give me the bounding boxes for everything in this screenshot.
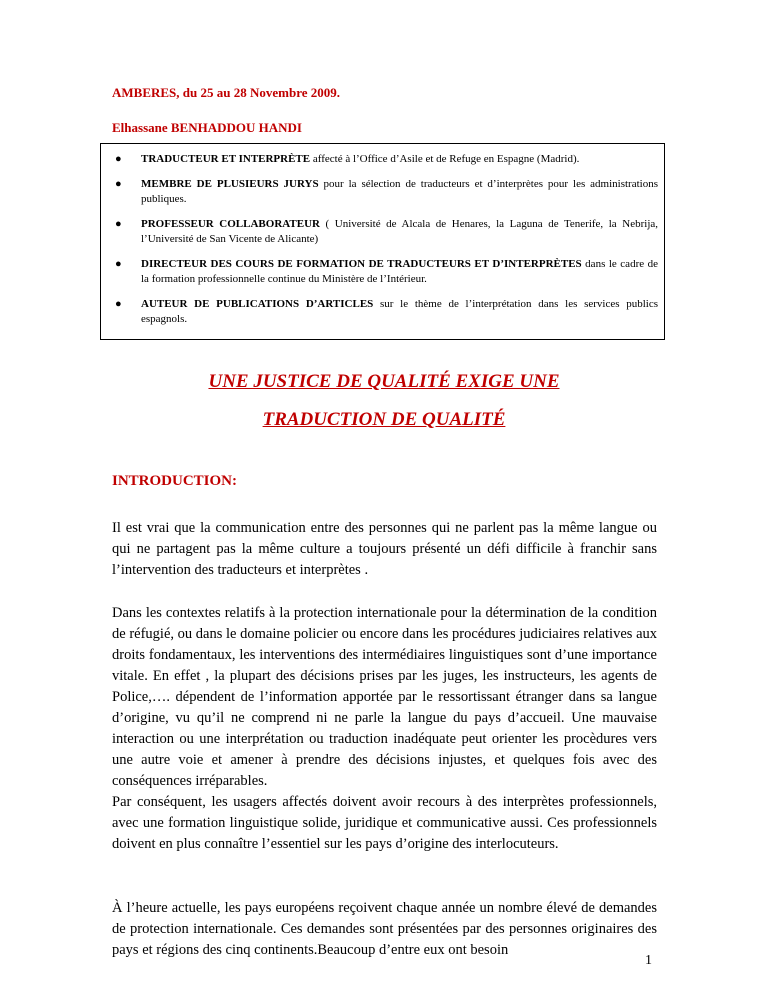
role-title: AUTEUR DE PUBLICATIONS D’ARTICLES [141, 298, 374, 310]
body-paragraph: Il est vrai que la communication entre des personnes qui ne parlent pas la même langue ou qui ne partagent pas la même culture a toujours présenté un défi difficile à franchir sans l’intervention des traducteurs et interprètes . [112, 519, 657, 578]
body-paragraph: À l’heure actuelle, les pays européens reçoivent chaque année un nombre élevé de demandes de protection internationale. Ces demandes sont présentées par des personnes originaires des pays et régions des cinq continents.Beaucoup d’entre eux ont besoin [112, 899, 657, 958]
role-title: DIRECTEUR DES COURS DE FORMATION DE TRADUCTEURS ET D’INTERPRÈTES [141, 258, 582, 270]
role-text [141, 217, 658, 247]
page-number: 1 [645, 953, 652, 968]
section-heading: INTRODUCTION: [112, 473, 238, 489]
role-title: PROFESSEUR COLLABORATEUR [141, 218, 320, 230]
document-title-line2: TRADUCTION DE QUALITÉ [262, 409, 506, 430]
role-text [141, 177, 658, 207]
body-paragraph: Dans les contextes relatifs à la protection internationale pour la détermination de la condition de réfugié, ou dans le domaine policier ou encore dans les procédures judiciaires relatives aux droits fondamentaux, les interventions des intermédiaires linguistiques sont d’une importance vitale. En effet , la plupart des décisions prises par les juges, les instructeurs, les agents de Police,…. dépendent de l’information apportée par le ressortissant étranger dans sa langue d’origine, vu qu’il ne comprend ni ne parle la langue du pays d’accueil. Une mauvaise interaction ou une interprétation ou traduction inadéquate peut orienter les procèdures vers une autre voie et amener à prendre des décisions injustes, et quelques fois avec des conséquences irréparables. [112, 604, 657, 789]
author-roles-box [100, 143, 665, 340]
role-description: ( Université de Alcala de Henares, la Laguna de Tenerife, la Nebrija, l’Université de San Vicente de Alicante) [141, 218, 659, 245]
bullet-icon: ● [115, 298, 122, 310]
event-date-line: AMBERES, du 25 au 28 Novembre 2009. [112, 85, 341, 100]
document-title-line1: UNE JUSTICE DE QUALITÉ EXIGE UNE [208, 371, 560, 392]
bullet-icon: ● [115, 218, 122, 230]
body-paragraph: Par conséquent, les usagers affectés doivent avoir recours à des interprètes professionnels, avec une formation linguistique solide, juridique et communicative aussi. Ces professionnels doivent en plus connaître l’essentiel sur les pays d’origine des interlocuteurs. [112, 793, 657, 852]
bullet-icon: ● [115, 258, 122, 270]
role-description: affecté à l’Office d’Asile et de Refuge en Espagne (Madrid). [310, 153, 580, 165]
author-name: Elhassane BENHADDOU HANDI [112, 120, 302, 135]
role-text [141, 257, 658, 287]
role-text [141, 152, 658, 167]
role-text [141, 297, 658, 327]
role-description: dans le cadre de la formation professionnelle continue du Ministère de l’Intérieur. [141, 258, 659, 285]
role-title: TRADUCTEUR ET INTERPRÈTE [141, 153, 311, 165]
bullet-icon: ● [115, 178, 122, 190]
role-description: sur le thème de l’interprétation dans les services publics espagnols. [141, 298, 659, 325]
bullet-icon: ● [115, 153, 122, 165]
role-description: pour la sélection de traducteurs et d’interprètes pour les administrations publiques. [141, 178, 658, 205]
role-title: MEMBRE DE PLUSIEURS JURYS [141, 178, 319, 190]
